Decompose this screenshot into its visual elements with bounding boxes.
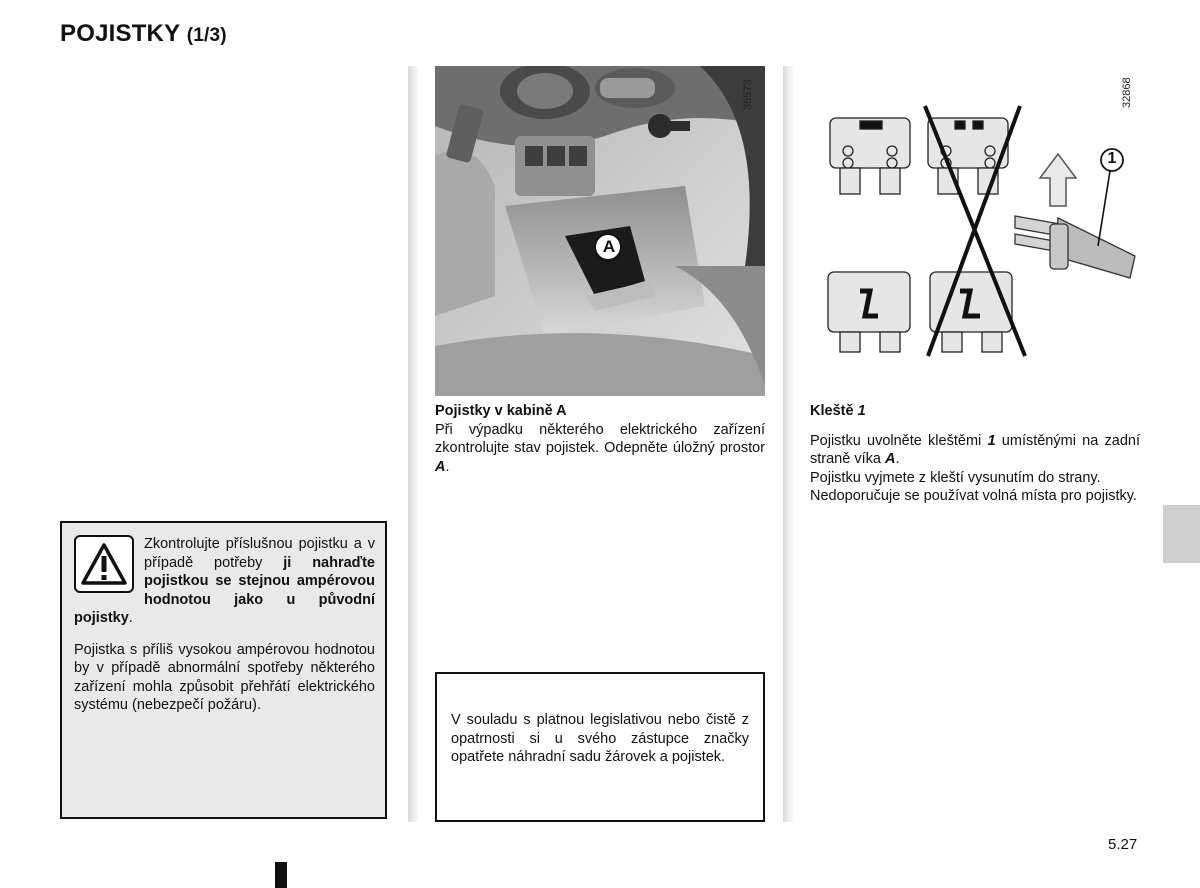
page-title-text: POJISTKY xyxy=(60,20,180,47)
warning-paragraph-1: Zkontrolujte příslušnou pojistku a v případě potřeby ji nahraďte pojistkou se stejnou ampérovou hodnotou jako u původní pojistky. xyxy=(74,536,376,626)
column-divider-right xyxy=(783,66,793,822)
middle-body: Při výpadku některého elektrického zařízení zkontrolujte stav pojistek. Odepněte úložný prostor A. xyxy=(435,421,765,475)
right-heading: Kleště 1 xyxy=(810,403,866,419)
page-title xyxy=(60,20,227,48)
page-title-suffix: (1/3) xyxy=(186,25,227,46)
middle-heading: Pojistky v kabině A xyxy=(435,403,567,419)
page-number: 5.27 xyxy=(1108,836,1138,853)
middle-column-text xyxy=(435,402,765,476)
right-paragraph-1: Pojistku uvolněte kleštěmi 1 umístěnými na zadní straně víka A. xyxy=(810,432,1140,467)
photo-image-number: 36573 xyxy=(742,79,754,110)
right-column-text xyxy=(810,402,1140,506)
right-paragraph-2: Pojistku vyjmete z kleští vysunutím do strany. xyxy=(810,469,1101,486)
fuse-pliers-diagram xyxy=(810,66,1150,366)
dashboard-fuse-photo xyxy=(435,66,765,396)
warning-box xyxy=(60,521,387,819)
column-divider-left xyxy=(408,66,418,822)
warning-paragraph-2: Pojistka s příliš vysokou ampérovou hodnotou by v případě abnormální spotřeby některého zařízení mohla způsobit přehřátí elektrického systému (nebezpečí požáru). xyxy=(74,641,375,713)
section-tab-marker xyxy=(1163,505,1200,563)
print-mark xyxy=(275,862,287,888)
legislation-note-box: V souladu s platnou legislativou nebo čistě z opatrnosti si u svého zástupce značky opatřete náhradní sadu žárovek a pojistek. xyxy=(435,672,765,822)
diagram-label-1: 1 xyxy=(1107,150,1117,167)
warning-triangle-icon xyxy=(74,535,134,593)
photo-label-a: A xyxy=(602,237,616,256)
diagram-image-number: 32868 xyxy=(1121,77,1133,108)
right-paragraph-3: Nedoporučuje se používat volná místa pro pojistky. xyxy=(810,488,1137,504)
